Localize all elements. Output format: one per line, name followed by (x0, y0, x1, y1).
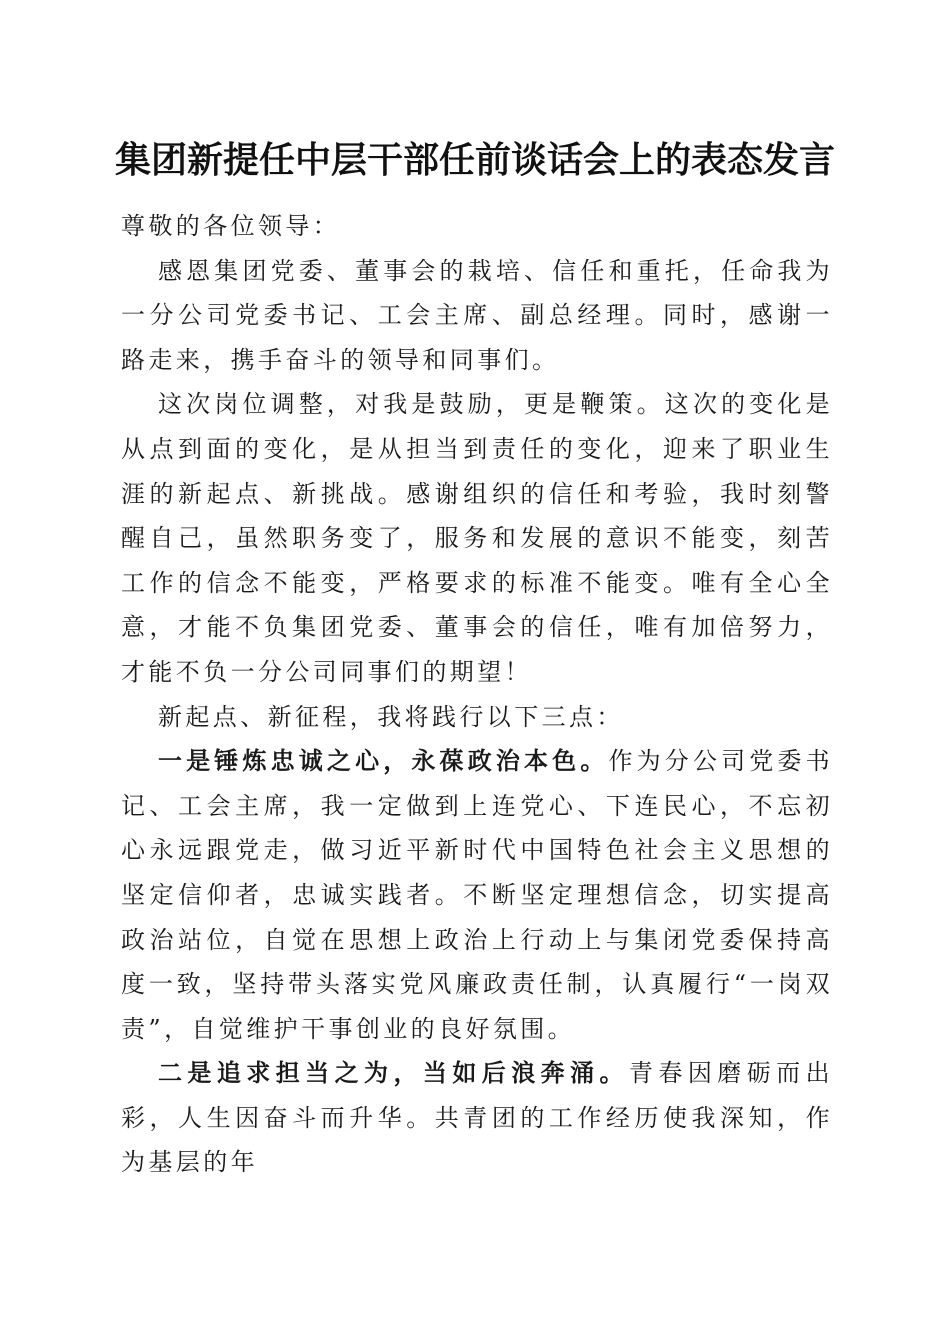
paragraph-2 (121, 382, 833, 694)
paragraph-2-text: 这次岗位调整，对我是鼓励，更是鞭策。这次的变化是从点到面的变化，是从担当到责任的变化，迎来了职业生涯的新起点、新挑战。感谢组织的信任和考验，我时刻警醒自己，虽然职务变了，服务和发展的意识不能变，刻苦工作的信念不能变，严格要求的标准不能变。唯有全心全意，才能不负集团党委、董事会的信任，唯有加倍努力，才能不负一分公司同事们的期望！ (121, 390, 833, 686)
paragraph-4-lead: 一是锤炼忠诚之心，永葆政治本色。 (158, 746, 609, 776)
paragraph-3 (121, 695, 833, 740)
paragraph-1 (121, 249, 833, 383)
paragraph-4 (121, 739, 833, 1051)
paragraph-5-text: 青春因磨砺而出彩，人生因奋斗而升华。共青团的工作经历使我深知，作为基层的年 (121, 1059, 833, 1177)
salutation: 尊敬的各位领导： (121, 212, 341, 240)
paragraph-3-text: 新起点、新征程，我将践行以下三点： (158, 702, 624, 731)
paragraph-4-text: 作为分公司党委书记、工会主席，我一定做到上连党心、下连民心，不忘初心永远跟党走，做习近平新时代中国特色社会主义思想的坚定信仰者，忠诚实践者。不断坚定理想信念，切实提高政治站位，自觉在思想上政治上行动上与集闭党委保持高度一致，坚持带头落实党风廉政责任制，认真履行“一岗双责”，自觉维护干事创业的良好氛围。 (121, 747, 833, 1043)
document-title: 集团新提任中层干部任前谈话会上的表态发言 (114, 139, 835, 181)
paragraph-5 (121, 1051, 833, 1185)
paragraph-5-lead: 二是追求担当之为，当如后浪奔涌。 (158, 1058, 629, 1088)
document-body (121, 204, 833, 1185)
paragraph-1-text: 感恩集团党委、董事会的栽培、信任和重托，任命我为一分公司党委书记、工会主席、副总经理。同时，感谢一路走来，携手奋斗的领导和同事们。 (121, 256, 833, 374)
